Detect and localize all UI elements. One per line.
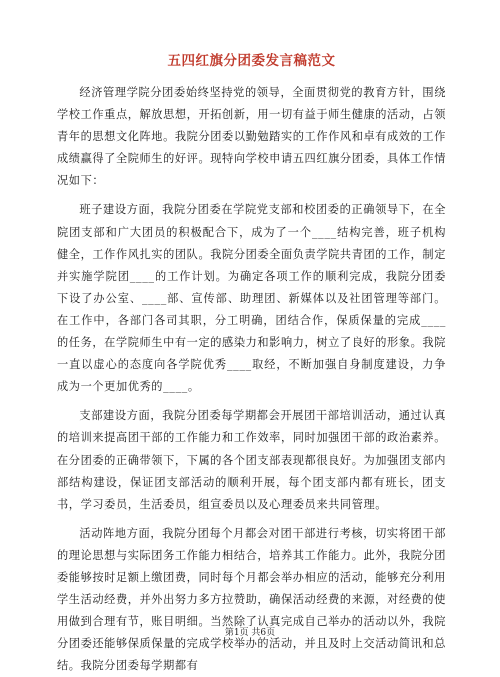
paragraph-intro: 经济管理学院分团委始终坚持党的领导，全面贯彻党的教育方针，围绕学校工作重点，解放思想，开拓创新，用一切有益于师生健康的活动，占领青年的思想文化阵地。我院分团委以勤勉踏实的工作作风和卓有成效的工作成绩赢得了全院师生的好评。现特向学校申请五四红旗分团委，具体工作情况如下： [57, 86, 446, 188]
paragraph-activities: 活动阵地方面，我院分团每个月都会对团干部进行考核，切实将团干部的理论思想与实际团务工作能力相结合，培养其工作能力。此外，我院分团委能够按时足额上缴团费，同时每个月都会举办相应的活动，能够充分利用学生活动经费，并外出努力多方拉赞助，确保活动经费的来源，对经费的使用做到合理有节，账目明细。当然除了认真完成自己举办的活动以外，我院分团委还能够保质保量的完成学校举办的活动，并且及时上交活动简讯和总结。我院分团委每学期都有 [57, 526, 446, 673]
paragraph-team-building: 班子建设方面，我院分团委在学院党支部和校团委的正确领导下，在全院团支部和广大团员的积极配合下，成为了一个____结构完善，班子机构健全，工作作风扎实的团队。我院分团委全面负责学院共青团的工作，制定并实施学院团____的工作计划。为确定各项工作的顺利完成，我院分团委下设了办公室、____部、宣传部、助理团、新媒体以及社团管理等部门。在工作中，各部门各司其职，分工明确，团结合作，保质保量的完成____的任务，在学院师生中有一定的感染力和影响力，树立了良好的形象。我院一直以虚心的态度向各学院优秀____取经，不断加强自身制度建设，力争成为一个更加优秀的____。 [57, 203, 446, 394]
page-number: 第1页 共6页 [224, 628, 276, 638]
paragraph-branch-building: 支部建设方面，我院分团委每学期都会开展团干部培训活动，通过认真的培训来提高团干部的工作能力和工作效率，同时加强团干部的政治素养。在分团委的正确带领下，下属的各个团支部表现都很良好。为加强团支部内部结构建设，保证团支部活动的顺利开展，每个团支部内都有班长，团支书，学习委员，生活委员，组宣委员以及心理委员来共同管理。 [57, 409, 446, 511]
document-title: 五四红旗分团委发言稿范文 [167, 53, 336, 69]
page-footer [0, 627, 500, 639]
